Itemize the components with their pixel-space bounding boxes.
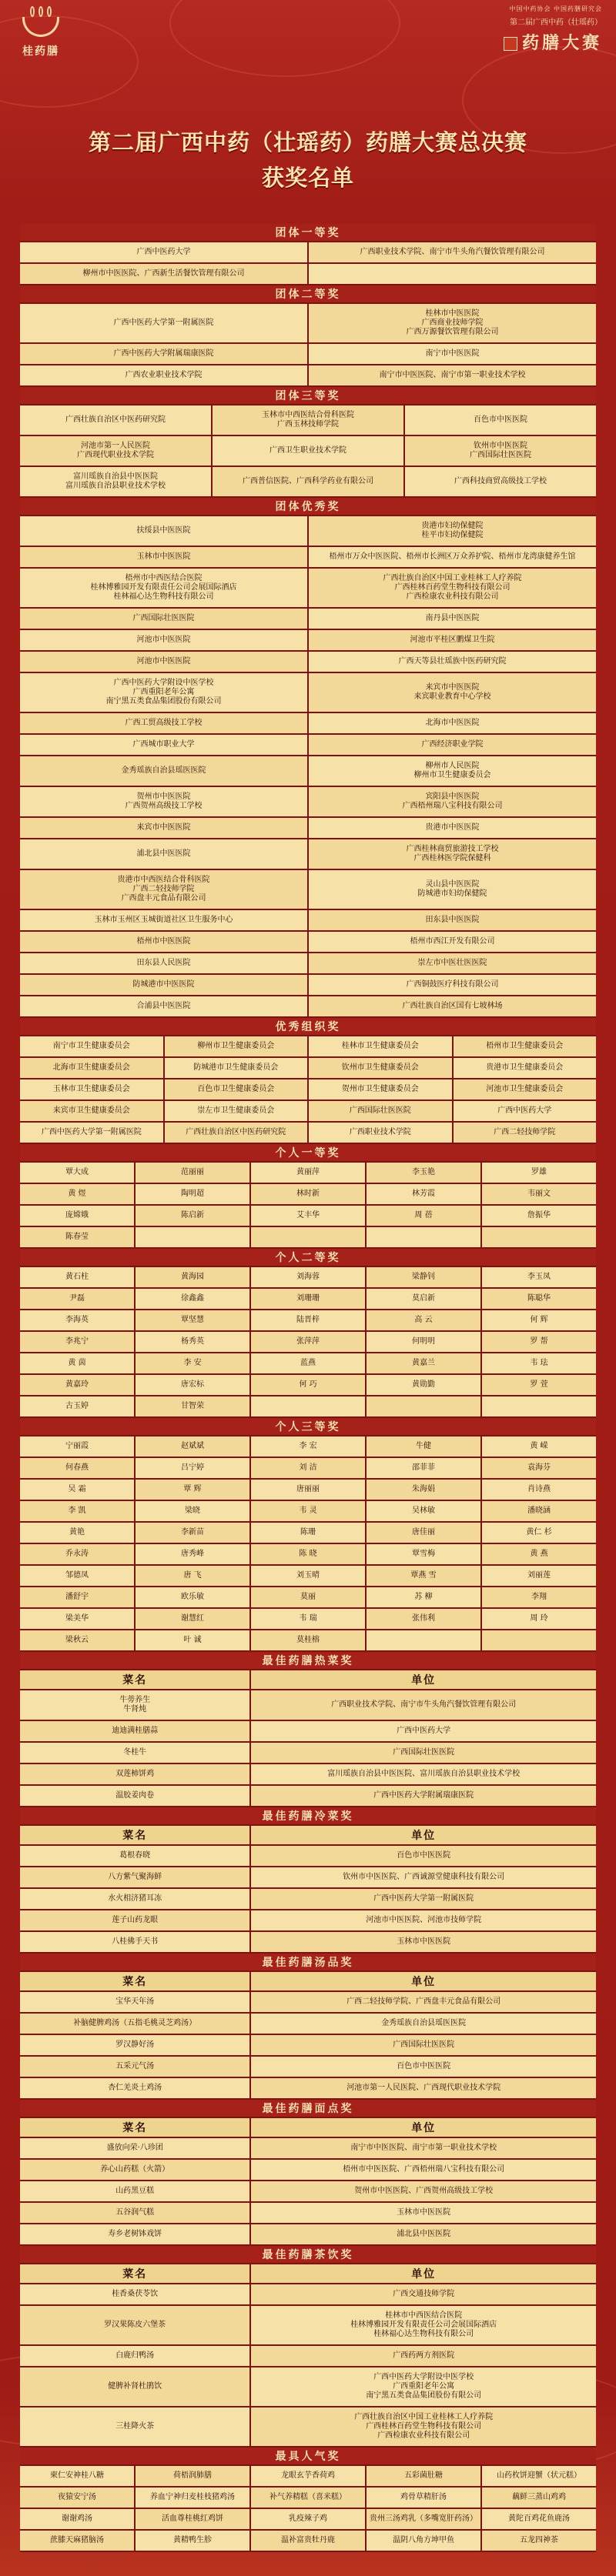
award-cell: 刘海蓉 — [251, 1267, 365, 1287]
award-cell: 莫丽 — [251, 1587, 365, 1607]
award-cell: 五龙四神茶 — [482, 2531, 596, 2551]
event-brand — [448, 5, 602, 54]
award-cell: 蓝燕 — [251, 1353, 365, 1373]
unit-cell: 富川瑶族自治县中医医院、富川瑶族自治县职业技术学校 — [251, 1764, 596, 1784]
award-cell: 广西科技商贸高级技工学校 — [405, 467, 596, 496]
award-cell: 韦 瑞 — [251, 1609, 365, 1629]
award-cell: 黄嘉兰 — [367, 1353, 480, 1373]
award-cell: 广西桂林商贸旅游技工学校 广西桂林医学院保健科 — [309, 839, 596, 869]
award-cell: 李兆宁 — [20, 1332, 134, 1352]
award-cell: 谢谢鸡汤 — [20, 2509, 134, 2529]
unit-cell: 玉林市中医医院 — [251, 2203, 596, 2223]
award-cell — [482, 1396, 596, 1416]
unit-header: 单位 — [251, 1972, 596, 1990]
award-cell: 何春燕 — [20, 1458, 134, 1478]
award-cell: 玉林市中医医院 — [20, 547, 307, 567]
footer-decoration — [0, 2507, 616, 2576]
award-cell: 河池市平桂区鹏煤卫生院 — [309, 630, 596, 650]
header — [0, 0, 616, 123]
bowl-icon — [21, 6, 61, 40]
award-cell: 北海市卫生健康委员会 — [20, 1058, 163, 1078]
award-cell: 黄陀百鸡花鱼鹿汤 — [482, 2509, 596, 2529]
unit-cell: 广西中医药大学第一附属医院 — [251, 1889, 596, 1909]
award-cell: 田东县中医医院 — [309, 910, 596, 930]
unit-cell: 贺州市中医医院、广西贺州高级技工学校 — [251, 2181, 596, 2201]
award-cell: 唐佳丽 — [367, 1523, 480, 1543]
unit-header: 单位 — [251, 1826, 596, 1844]
award-cell: 林时新 — [251, 1184, 365, 1204]
dish-name-cell: 宝华天年汤 — [20, 1992, 249, 2012]
award-cell: 柬仁安神桂八糖 — [20, 2466, 134, 2486]
award-cell: 乔永涛 — [20, 1544, 134, 1564]
award-cell: 苏 柳 — [367, 1587, 480, 1607]
dish-name-cell: 水火相济猪耳冻 — [20, 1889, 249, 1909]
award-cell: 柳州市人民医院 柳州市卫生健康委员会 — [309, 756, 596, 786]
section-title: 最佳药膳汤品奖 — [20, 1954, 596, 1970]
award-cell: 柳州市卫生健康委员会 — [165, 1036, 308, 1056]
dish-name-cell: 山药黑豆糕 — [20, 2181, 249, 2201]
dish-name-cell: 罗汉静好汤 — [20, 2035, 249, 2055]
unit-cell: 河池市中医医院、河池市技师学院 — [251, 1910, 596, 1930]
award-cell: 百色市卫生健康委员会 — [165, 1079, 308, 1099]
award-cell: 桂林市卫生健康委员会 — [309, 1036, 452, 1056]
award-cell: 温补富贵牡丹鹿 — [251, 2531, 365, 2551]
award-cell: 来宾市卫生健康委员会 — [20, 1101, 163, 1121]
award-cell: 来宾市中医医院 — [20, 818, 307, 838]
award-cell: 扶绥县中医医院 — [20, 516, 307, 546]
logo-text: 桂药膳 — [22, 45, 59, 58]
award-cell: 赵斌斌 — [136, 1436, 249, 1457]
dish-name-header: 菜名 — [20, 2264, 249, 2283]
award-cell: 田东县人民医院 — [20, 953, 307, 973]
award-cell: 何 巧 — [251, 1375, 365, 1395]
award-cell: 周 蓓 — [367, 1206, 480, 1226]
award-cell — [251, 1227, 365, 1247]
award-cell: 钦州市卫生健康委员会 — [309, 1058, 452, 1078]
unit-cell: 广西药两方剂医院 — [251, 2346, 596, 2366]
award-cell: 活血尊桂桃红鸡饼 — [136, 2509, 249, 2529]
award-cell: 广西天等县壮瑶族中医药研究院 — [309, 652, 596, 672]
event-title: 药膳大赛 — [448, 30, 602, 54]
award-cell: 贵州三汤鸡乳（多嘴宽肝药汤） — [367, 2509, 480, 2529]
award-cell: 夜猿安宁汤 — [20, 2488, 134, 2508]
award-cell: 何 辉 — [482, 1310, 596, 1330]
award-cell: 牛健 — [367, 1436, 480, 1457]
award-cell: 潘晓涵 — [482, 1501, 596, 1521]
award-cell — [367, 1630, 480, 1650]
award-cell: 韦 灵 — [251, 1501, 365, 1521]
award-cell: 梧州市西江开发有限公司 — [309, 932, 596, 952]
award-cell — [482, 1227, 596, 1247]
award-cell: 贺州市中医医院 广西贺州高级技工学校 — [20, 787, 307, 816]
award-cell: 广西国际壮医医院 — [20, 609, 307, 629]
logo — [14, 6, 68, 68]
unit-cell: 广西职业技术学院、南宁市牛头角汽餐饮管理有限公司 — [251, 1690, 596, 1720]
page-title — [0, 125, 616, 195]
award-cell: 柳州市中医医院、广西新生活餐饮管理有限公司 — [20, 264, 307, 284]
award-cell: 浦北县中医医院 — [20, 839, 307, 869]
award-cell — [309, 264, 596, 284]
award-cell: 黄艳 — [20, 1523, 134, 1543]
award-cell: 广西中医药大学第一附属医院 — [20, 304, 307, 342]
dish-name-header: 菜名 — [20, 1826, 249, 1844]
award-cell: 李玉艳 — [367, 1163, 480, 1183]
award-cell: 杨秀英 — [136, 1332, 249, 1352]
dish-name-cell: 冬桂牛 — [20, 1743, 249, 1763]
award-cell: 黄仁 杉 — [482, 1523, 596, 1543]
award-cell: 广西壮族自治区中医药研究院 — [165, 1123, 308, 1143]
section-title: 个人二等奖 — [20, 1249, 596, 1266]
award-cell: 袁海芬 — [482, 1458, 596, 1478]
award-cell: 何明明 — [367, 1332, 480, 1352]
awards-table — [20, 224, 596, 2552]
dish-name-cell: 八桂佛手天书 — [20, 1932, 249, 1952]
award-cell: 庞嫦娥 — [20, 1206, 134, 1226]
award-cell: 黄 煜 — [20, 1184, 134, 1204]
award-cell: 广西普信医院、广西科学药业有限公司 — [213, 467, 403, 496]
unit-cell: 浦北县中医医院 — [251, 2224, 596, 2244]
award-cell: 崇左市中医壮医医院 — [309, 953, 596, 973]
section-title: 最佳药膳热菜奖 — [20, 1652, 596, 1669]
dish-name-header: 菜名 — [20, 1670, 249, 1689]
award-cell: 灵山县中医医院 防城港市妇幼保健院 — [309, 870, 596, 909]
award-cell: 桂林市中医医院 广西商业技师学院 广西万源餐饮管理有限公司 — [309, 304, 596, 342]
award-cell: 谢慧红 — [136, 1609, 249, 1629]
unit-cell: 广西中医药大学附属瑞康医院 — [251, 1786, 596, 1806]
dish-name-cell: 双莲柿饼鸡 — [20, 1764, 249, 1784]
unit-cell: 金秀瑶族自治县瑶医医院 — [251, 2014, 596, 2034]
unit-cell: 广西交通技师学院 — [251, 2284, 596, 2304]
award-cell: 黄石柱 — [20, 1267, 134, 1287]
unit-cell: 广西国际壮医医院 — [251, 2035, 596, 2055]
award-cell: 广西中医药大学 — [454, 1101, 597, 1121]
award-cell: 广西壮族自治区中医药研究院 — [20, 405, 211, 435]
award-cell: 龙眼玄芋香荷鸡 — [251, 2466, 365, 2486]
dish-name-cell: 罗汉果陈皮六堡茶 — [20, 2306, 249, 2344]
section-title: 团体三等奖 — [20, 387, 596, 404]
award-cell: 梁美华 — [20, 1609, 134, 1629]
award-cell: 广西壮族自治区中国工业桂林工人疗养院 广西桂林百药堂生物科技有限公司 广西检康农业科技有限公司 — [309, 569, 596, 607]
award-cell: 河池市第一人民医院 广西现代职业技术学院 — [20, 436, 211, 465]
award-cell: 补气养精糕（喜米糕） — [251, 2488, 365, 2508]
award-cell: 唐 飞 — [136, 1566, 249, 1586]
award-cell: 贵港市中医医院 — [309, 818, 596, 838]
award-cell: 甘智荣 — [136, 1396, 249, 1416]
dish-name-cell: 莲子山药龙眼 — [20, 1910, 249, 1930]
award-cell: 防城港市卫生健康委员会 — [165, 1058, 308, 1078]
section-title: 最具人气奖 — [20, 2448, 596, 2464]
award-cell: 百色市中医医院 — [405, 405, 596, 435]
award-cell: 合浦县中医医院 — [20, 996, 307, 1016]
award-cell: 罗 帮 — [482, 1332, 596, 1352]
award-cell: 荷梧润肺膳 — [136, 2466, 249, 2486]
award-cell: 朱海娟 — [367, 1480, 480, 1500]
award-cell: 梧州市中医医院 — [20, 932, 307, 952]
seal-icon — [504, 37, 517, 51]
award-cell: 梁晓 — [136, 1501, 249, 1521]
dish-name-cell: 健脾补肾杜鹃饮 — [20, 2367, 249, 2406]
event-subtitle: 第二届广西中药（壮瑶药） — [510, 18, 602, 27]
award-cell: 鸡骨草精肝汤 — [367, 2488, 480, 2508]
award-cell: 梧州市万众中医医院、梧州市长洲区万众养护院、梧州市龙湾康健养生馆 — [309, 547, 596, 567]
award-cell: 黄 茵 — [20, 1353, 134, 1373]
unit-cell: 钦州市中医医院、广西诚源堂健康科技有限公司 — [251, 1867, 596, 1887]
award-cell: 刘玉晴 — [251, 1566, 365, 1586]
award-cell: 李新苗 — [136, 1523, 249, 1543]
award-cell: 河池市中医医院 — [20, 630, 307, 650]
award-cell: 陈珊 — [251, 1523, 365, 1543]
section-title: 最佳药膳冷菜奖 — [20, 1807, 596, 1824]
award-cell: 广西铜鼓医疗科技有限公司 — [309, 975, 596, 995]
award-cell: 唐丽丽 — [251, 1480, 365, 1500]
award-cell: 南宁市中医医院 — [309, 344, 596, 364]
award-cell: 广西中医药大学第一附属医院 — [20, 1123, 163, 1143]
award-cell: 来宾市中医医院 来宾职业教育中心学校 — [309, 673, 596, 712]
award-cell: 广西城市职业大学 — [20, 735, 307, 755]
section-title: 团体二等奖 — [20, 285, 596, 302]
award-cell: 富川瑶族自治县中医医院 富川瑶族自治县职业技术学校 — [20, 467, 211, 496]
award-cell: 梧州市卫生健康委员会 — [454, 1036, 597, 1056]
award-cell: 罗 萱 — [482, 1375, 596, 1395]
award-cell: 广西工贸高级技工学校 — [20, 713, 307, 733]
award-cell: 黄丽萍 — [251, 1163, 365, 1183]
award-cell: 崇左市卫生健康委员会 — [165, 1101, 308, 1121]
award-cell: 莫桂榕 — [251, 1630, 365, 1650]
dish-name-cell: 寿乡老树钵戏饼 — [20, 2224, 249, 2244]
award-cell: 黄 燕 — [482, 1544, 596, 1564]
unit-cell: 玉林市中医医院 — [251, 1932, 596, 1952]
award-cell: 温阴八角方坤甲鱼 — [367, 2531, 480, 2551]
award-cell: 潘舒宇 — [20, 1587, 134, 1607]
award-cell: 高 云 — [367, 1310, 480, 1330]
award-cell: 叶 诚 — [136, 1630, 249, 1650]
award-cell: 陈 晓 — [251, 1544, 365, 1564]
award-cell: 覃 辉 — [136, 1480, 249, 1500]
award-cell: 梧州市中西医结合医院 桂林博雅园开发有限责任公司会展国际酒店 桂林福心达生物科技有限公司 — [20, 569, 307, 607]
award-cell: 陈春莹 — [20, 1227, 134, 1247]
award-cell: 河池市卫生健康委员会 — [454, 1079, 597, 1099]
award-cell: 黄勋勤 — [367, 1375, 480, 1395]
award-cell: 刘珊珊 — [251, 1289, 365, 1309]
section-title: 团体优秀奖 — [20, 498, 596, 515]
award-cell: 林芳霞 — [367, 1184, 480, 1204]
unit-cell: 南宁市中医医院、南宁市第一职业技术学校 — [251, 2138, 596, 2158]
award-cell: 贵港市卫生健康委员会 — [454, 1058, 597, 1078]
award-cell: 五彩菌肚糖 — [367, 2466, 480, 2486]
award-cell: 广西二轻技师学院 — [454, 1123, 597, 1143]
award-cell: 黄海园 — [136, 1267, 249, 1287]
award-cell: 养血宁神归麦桂枝猪鸡汤 — [136, 2488, 249, 2508]
award-cell: 南丹县中医医院 — [309, 609, 596, 629]
award-cell: 邵菲菲 — [367, 1458, 480, 1478]
unit-header: 单位 — [251, 2264, 596, 2283]
award-cell: 张萍萍 — [251, 1332, 365, 1352]
award-cell: 贺州市卫生健康委员会 — [309, 1079, 452, 1099]
award-cell: 陈聪华 — [482, 1289, 596, 1309]
title-line-1: 第二届广西中药（壮瑶药）药膳大赛总决赛 — [88, 129, 527, 155]
award-cell: 广西卫生职业技术学院 — [213, 436, 403, 465]
award-cell: 玉林市玉州区玉城街道社区卫生服务中心 — [20, 910, 307, 930]
award-cell: 尹磊 — [20, 1289, 134, 1309]
award-cell: 李 宏 — [251, 1436, 365, 1457]
award-cell — [367, 1396, 480, 1416]
award-cell: 广西国际壮医医院 — [309, 1101, 452, 1121]
award-cell: 金秀瑶族自治县瑶医医院 — [20, 756, 307, 786]
award-cell: 梁秋云 — [20, 1630, 134, 1650]
award-cell: 莫启新 — [367, 1289, 480, 1309]
unit-cell: 广西二轻技师学院、广西盘丰元食品有限公司 — [251, 1992, 596, 2012]
award-cell: 广西职业技术学院、南宁市牛头角汽餐饮管理有限公司 — [309, 242, 596, 262]
unit-header: 单位 — [251, 2118, 596, 2137]
unit-cell: 河池市第一人民医院、广西现代职业技术学院 — [251, 2078, 596, 2098]
award-cell — [251, 1396, 365, 1416]
section-title: 个人一等奖 — [20, 1144, 596, 1161]
unit-cell: 梧州市中医医院、广西梧州瑞八宝科技有限公司 — [251, 2160, 596, 2180]
award-cell: 玉林市卫生健康委员会 — [20, 1079, 163, 1099]
organizer-line: 中国中药协会 中国药膳研究会 — [509, 5, 602, 12]
award-cell: 黄 嵘 — [482, 1436, 596, 1457]
dish-name-header: 菜名 — [20, 1972, 249, 1990]
award-cell: 吴 霜 — [20, 1480, 134, 1500]
dish-name-cell: 牛蒡养生 牛肾炖 — [20, 1690, 249, 1720]
unit-cell: 广西中医药大学 — [251, 1721, 596, 1741]
award-cell: 陶明超 — [136, 1184, 249, 1204]
award-cell: 刘 洁 — [251, 1458, 365, 1478]
award-cell: 蔗膝天麻猪脑汤 — [20, 2531, 134, 2551]
dish-name-cell: 杏仁羌炎土鸡汤 — [20, 2078, 249, 2098]
award-cell: 广西中医药大学附设中医学校 广西重阳老年公寓 南宁黑五类食品集团股份有限公司 — [20, 673, 307, 712]
award-cell: 广西壮族自治区国有七坡林场 — [309, 996, 596, 1016]
award-cell: 吴林敏 — [367, 1501, 480, 1521]
award-cell: 防城港市中医医院 — [20, 975, 307, 995]
award-cell: 广西中医药大学附属瑞康医院 — [20, 344, 307, 364]
award-cell — [367, 1227, 480, 1247]
dish-name-cell: 五采元气汤 — [20, 2057, 249, 2077]
award-cell: 贵港市妇幼保健院 桂平市妇幼保健院 — [309, 516, 596, 546]
dish-name-cell: 桂香桑茯苓饮 — [20, 2284, 249, 2304]
award-cell: 山药枚饼迎蟹（状元糕） — [482, 2466, 596, 2486]
award-cell: 周 玲 — [482, 1609, 596, 1629]
award-cell: 欧乐敏 — [136, 1587, 249, 1607]
dish-name-cell: 迪迪满桂膳蒜 — [20, 1721, 249, 1741]
award-cell: 钦州市中医医院 广西国际壮医医院 — [405, 436, 596, 465]
award-cell: 李 安 — [136, 1353, 249, 1373]
award-cell: 唐秀峰 — [136, 1544, 249, 1564]
award-cell: 黄嘉玲 — [20, 1375, 134, 1395]
dish-name-cell: 温胶姜肉卷 — [20, 1786, 249, 1806]
award-cell — [482, 1630, 596, 1650]
award-cell: 韦 珐 — [482, 1353, 596, 1373]
unit-cell: 广西中医药大学附设中医学校 广西重阳老年公寓 南宁黑五类食品集团股份有限公司 — [251, 2367, 596, 2406]
award-cell: 覃燕 雪 — [367, 1566, 480, 1586]
award-cell: 玉林市中西医结合骨科医院 广西玉林技师学院 — [213, 405, 403, 435]
award-cell: 宾阳县中医医院 广西梧州瑞八宝科技有限公司 — [309, 787, 596, 816]
unit-cell: 桂林市中西医结合医院 桂林博雅园开发有限责任公司会展国际酒店 桂林福心达生物科技有限公司 — [251, 2306, 596, 2344]
award-cell: 范丽丽 — [136, 1163, 249, 1183]
award-cell: 乳疫辣子鸡 — [251, 2509, 365, 2529]
award-cell: 覃雪梅 — [367, 1544, 480, 1564]
award-cell: 广西经济职业学院 — [309, 735, 596, 755]
dish-name-cell: 五谷润气糕 — [20, 2203, 249, 2223]
award-cell: 藕鲜三蒸山鸡鸡 — [482, 2488, 596, 2508]
award-cell: 徐鑫鑫 — [136, 1289, 249, 1309]
unit-cell: 百色市中医医院 — [251, 1846, 596, 1866]
award-cell: 贵港市中西医结合骨科医院 广西二轻技师学院 广西盘丰元食品有限公司 — [20, 870, 307, 909]
unit-cell: 百色市中医医院 — [251, 2057, 596, 2077]
award-cell: 南宁市中医医院、南宁市第一职业技术学校 — [309, 365, 596, 385]
dish-name-cell: 葛根春晓 — [20, 1846, 249, 1866]
dish-name-cell: 三桂降火茶 — [20, 2407, 249, 2446]
award-cell: 覃坚慧 — [136, 1310, 249, 1330]
section-title: 最佳药膳面点奖 — [20, 2100, 596, 2117]
award-cell: 覃大成 — [20, 1163, 134, 1183]
dish-name-cell: 补脑健脾鸡汤（五指毛桃灵芝鸡汤） — [20, 2014, 249, 2034]
unit-cell: 广西壮族自治区中国工业桂林工人疗养院 广西桂林百药堂生物科技有限公司 广西检康农业科技有限公司 — [251, 2407, 596, 2446]
award-cell: 陆晋梓 — [251, 1310, 365, 1330]
unit-cell: 广西国际壮医医院 — [251, 1743, 596, 1763]
award-cell: 邹德凤 — [20, 1566, 134, 1586]
section-title: 个人三等奖 — [20, 1418, 596, 1435]
award-cell: 广西农业职业技术学院 — [20, 365, 307, 385]
award-cell: 广西中医药大学 — [20, 242, 307, 262]
award-cell: 唐宏标 — [136, 1375, 249, 1395]
award-cell: 刘丽莲 — [482, 1566, 596, 1586]
section-title: 优秀组织奖 — [20, 1018, 596, 1035]
title-line-2: 获奖名单 — [261, 165, 354, 191]
section-title: 最佳药膳茶饮奖 — [20, 2246, 596, 2263]
award-cell: 肖诗燕 — [482, 1480, 596, 1500]
award-cell: 南宁市卫生健康委员会 — [20, 1036, 163, 1056]
award-cell: 李海英 — [20, 1310, 134, 1330]
dish-name-cell: 养心山药糕（火箭） — [20, 2160, 249, 2180]
award-cell: 宁丽霞 — [20, 1436, 134, 1457]
award-cell: 河池市中医医院 — [20, 652, 307, 672]
award-cell: 陈启新 — [136, 1206, 249, 1226]
award-cell: 罗雄 — [482, 1163, 596, 1183]
award-cell: 梁静钊 — [367, 1267, 480, 1287]
award-cell: 张伟利 — [367, 1609, 480, 1629]
dish-name-cell: 白鹿归鸭汤 — [20, 2346, 249, 2366]
dish-name-cell: 八方紫气聚海鲜 — [20, 1867, 249, 1887]
unit-header: 单位 — [251, 1670, 596, 1689]
award-cell: 吕宁婷 — [136, 1458, 249, 1478]
award-cell: 李玉凤 — [482, 1267, 596, 1287]
award-cell: 韦丽文 — [482, 1184, 596, 1204]
award-cell: 北海市中医医院 — [309, 713, 596, 733]
award-cell: 艾丰华 — [251, 1206, 365, 1226]
award-cell: 李 凯 — [20, 1501, 134, 1521]
award-cell: 詹振华 — [482, 1206, 596, 1226]
award-cell: 古玉婷 — [20, 1396, 134, 1416]
dish-name-header: 菜名 — [20, 2118, 249, 2137]
award-cell — [136, 1227, 249, 1247]
section-title: 团体一等奖 — [20, 224, 596, 241]
award-cell: 黄精鸭生胗 — [136, 2531, 249, 2551]
award-cell: 李翔 — [482, 1587, 596, 1607]
dish-name-cell: 盛放向荣·八珍团 — [20, 2138, 249, 2158]
award-cell: 广西职业技术学院 — [309, 1123, 452, 1143]
